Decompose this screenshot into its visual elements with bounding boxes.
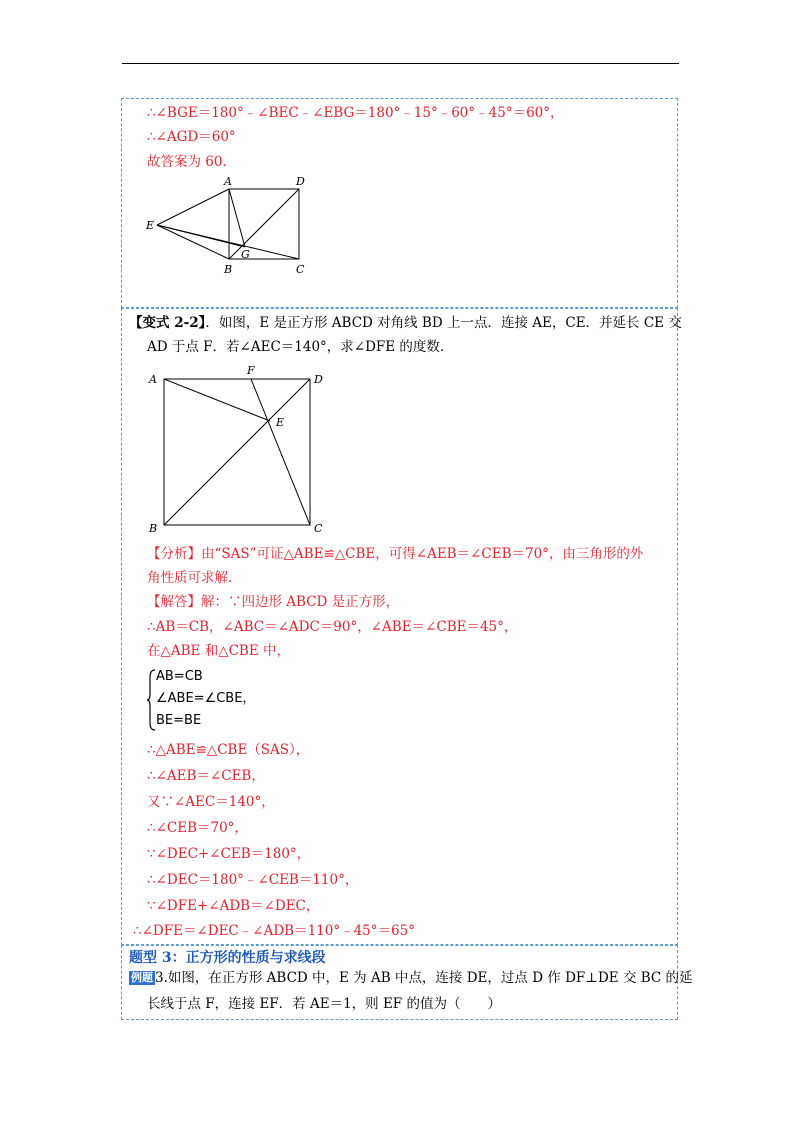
solution-text: 解：∵四边形 ABCD 是正方形，	[201, 594, 400, 610]
solution-step-9: ∵∠DFE+∠ADB＝∠DEC，	[147, 898, 320, 914]
analysis-line-1: 【分析】由“SAS”可证△ABE≌△CBE，可得∠AEB＝∠CEB＝70°，由三角形的外	[147, 546, 644, 562]
figure-1	[140, 172, 320, 280]
analysis-line-2: 角性质可求解．	[147, 570, 242, 586]
fig2-label-A: A	[149, 373, 157, 386]
solution-tag: 【解答】	[147, 594, 201, 610]
fig2-label-E: E	[276, 416, 285, 429]
fig2-label-F: F	[247, 364, 255, 377]
fig1-label-C: C	[296, 263, 305, 276]
solution-line	[147, 593, 399, 611]
solution-step-5: 又∵∠AEC＝140°，	[147, 794, 275, 810]
example-question-text-1: 3.如图，在正方形 ABCD 中，E 为 AB 中点，连接 DE，过点 D 作 DF⊥DE 交 BC 的延	[155, 970, 693, 986]
fig1-label-D: D	[296, 175, 305, 188]
solution-step-2: 在△ABE 和△CBE 中，	[147, 643, 290, 659]
solution-step-4: ∴∠AEB＝∠CEB，	[147, 768, 265, 784]
solution-step-3: ∴△ABE≌△CBE（SAS），	[147, 742, 310, 758]
example-question-line-2: 长线于点 F，连接 EF．若 AE＝1，则 EF 的值为（ ）	[147, 996, 501, 1012]
solution-step-1: ∴AB＝CB，∠ABC＝∠ADC＝90°，∠ABE＝∠CBE＝45°，	[147, 619, 518, 635]
system-eq-3: BE=BE	[156, 713, 202, 728]
box1-line1: ∴∠BGE＝180°﹣∠BEC﹣∠EBG＝180°﹣15°﹣60°﹣45°＝60°，	[147, 105, 564, 121]
system-eq-2: ∠ABE=∠CBE，	[156, 691, 256, 706]
problem-line-2: AD 于点 F．若∠AEC＝140°，求∠DFE 的度数．	[147, 339, 454, 355]
box1-line3: 故答案为 60．	[147, 154, 236, 170]
system-eq-1: AB=CB	[156, 669, 203, 684]
problem-line-1	[129, 314, 682, 332]
solution-step-8: ∴∠DEC＝180°﹣∠CEB＝110°，	[147, 872, 359, 888]
variant-tag: 【变式 2-2】	[129, 315, 206, 331]
solution-step-10: ∴∠DFE＝∠DEC﹣∠ADB＝110°﹣45°＝65°	[133, 923, 415, 939]
solution-step-7: ∵∠DEC+∠CEB＝180°，	[147, 846, 311, 862]
section-heading: 题型 3：正方形的性质与求线段	[129, 950, 326, 966]
fig2-label-B: B	[149, 522, 158, 535]
example-badge: 例题	[131, 971, 153, 984]
problem-text-1: ．如图，E 是正方形 ABCD 对角线 BD 上一点．连接 AE，CE．并延长 CE 交	[205, 315, 682, 331]
fig1-label-B: B	[224, 263, 233, 276]
solution-step-6: ∴∠CEB＝70°，	[147, 820, 248, 836]
fig1-label-A: A	[224, 175, 232, 188]
figure-2	[140, 362, 340, 537]
box1-line2: ∴∠AGD＝60°	[147, 129, 236, 145]
fig2-label-C: C	[314, 522, 323, 535]
fig1-label-G: G	[241, 248, 250, 261]
fig1-label-E: E	[146, 219, 155, 232]
header-rule	[122, 63, 679, 64]
fig2-label-D: D	[314, 373, 323, 386]
example-question-line-1	[129, 969, 693, 987]
